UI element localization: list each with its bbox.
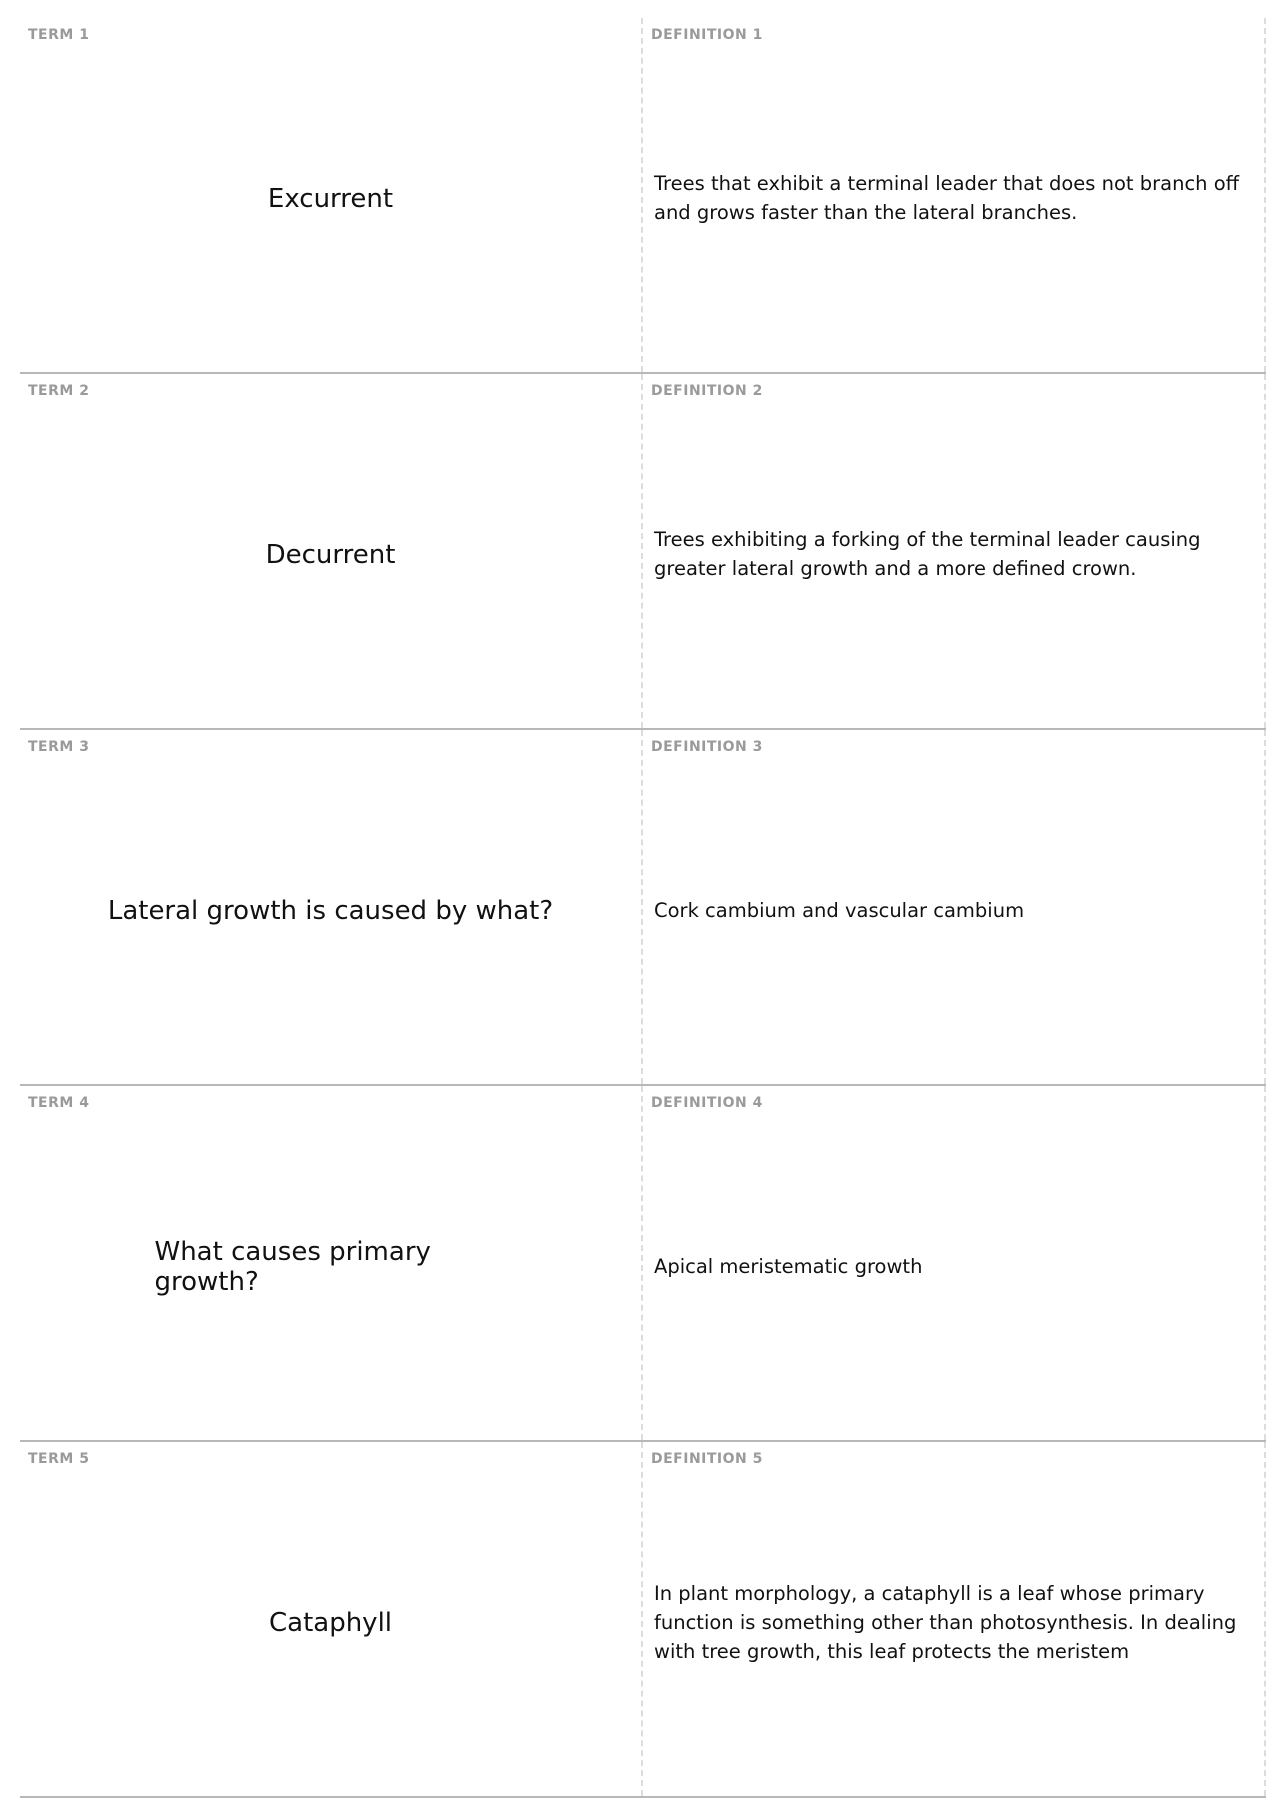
definition-text: Apical meristematic growth	[654, 1254, 923, 1278]
definition-cell	[643, 374, 1266, 728]
flashcard-row	[20, 730, 1266, 1086]
flashcard-sheet	[20, 18, 1266, 1798]
definition-text: Trees exhibiting a forking of the terminal leader causing greater lateral growth and a more defined crown.	[654, 528, 1201, 580]
term-cell	[20, 18, 643, 372]
term-label: TERM 4	[28, 1095, 90, 1111]
definition-cell	[643, 18, 1266, 372]
definition-label: DEFINITION 4	[651, 1095, 763, 1111]
term-text: Cataphyll	[268, 1608, 393, 1638]
term-cell	[20, 1086, 643, 1440]
term-text: Excurrent	[267, 184, 394, 214]
term-label: TERM 1	[28, 27, 90, 43]
definition-text: Trees that exhibit a terminal leader that does not branch off and grows faster than the lateral branches.	[654, 172, 1240, 224]
definition-cell	[643, 1086, 1266, 1440]
term-text: Decurrent	[265, 540, 396, 570]
flashcard-row	[20, 18, 1266, 374]
definition-label: DEFINITION 5	[651, 1451, 763, 1467]
definition-label: DEFINITION 2	[651, 383, 763, 399]
definition-text: In plant morphology, a cataphyll is a leaf whose primary function is something other than photosynthesis. In dealing with tree growth, this leaf protects the meristem	[654, 1581, 1237, 1663]
term-cell	[20, 374, 643, 728]
term-text: What causes primary growth?	[154, 1237, 431, 1297]
term-label: TERM 3	[28, 739, 90, 755]
term-label: TERM 5	[28, 1451, 90, 1467]
flashcard-row	[20, 1086, 1266, 1442]
definition-text: Cork cambium and vascular cambium	[654, 898, 1025, 922]
term-cell	[20, 730, 643, 1084]
flashcard-row	[20, 1442, 1266, 1798]
term-cell	[20, 1442, 643, 1796]
flashcard-row	[20, 374, 1266, 730]
term-label: TERM 2	[28, 383, 90, 399]
definition-cell	[643, 1442, 1266, 1796]
term-text: Lateral growth is caused by what?	[107, 896, 554, 926]
definition-label: DEFINITION 1	[651, 27, 763, 43]
definition-cell	[643, 730, 1266, 1084]
definition-label: DEFINITION 3	[651, 739, 763, 755]
